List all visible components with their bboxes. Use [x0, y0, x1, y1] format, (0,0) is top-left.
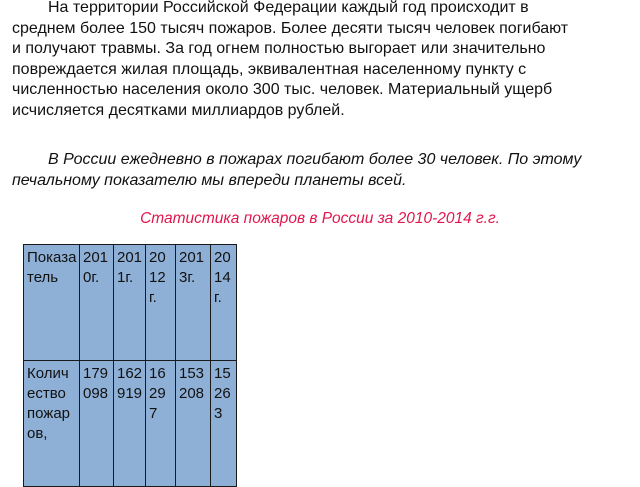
statistics-title: Статистика пожаров в России за 2010-2014 г.г. [140, 210, 500, 227]
intro-line: и получают травмы. За год огнем полностью выгорает или значительно [12, 40, 546, 57]
header-cell-text: 2013г. [179, 249, 205, 286]
cell-text: 153208 [179, 365, 205, 402]
cell-text: 179098 [83, 365, 109, 402]
intro-line: среднем более 150 тысяч пожаров. Более десяти тысяч человек погибают [12, 19, 569, 37]
intro-line: повреждается жилая площадь, эквивалентная населенному пункту с [12, 60, 527, 78]
header-cell-text: Показатель [27, 249, 77, 286]
intro-line: численностью населения около 300 тыс. человек. Материальный ущерб [12, 81, 553, 98]
table-header-row [24, 245, 237, 361]
value-cell-2010 [80, 361, 114, 487]
cell-text: 162919 [117, 365, 143, 402]
value-cell-2011 [114, 361, 146, 487]
header-cell-2011 [114, 245, 146, 361]
value-cell-2013 [176, 361, 211, 487]
value-cell-2012 [146, 361, 176, 487]
daily-line: В России ежедневно в пожарах погибают более 30 человек. По этому [48, 151, 582, 168]
row-label-cell [24, 361, 80, 487]
header-cell-2014 [211, 245, 237, 361]
header-cell-2010 [80, 245, 114, 361]
intro-paragraph [12, 0, 640, 121]
intro-line: На территории Российской Федерации каждый год происходит в [48, 0, 529, 16]
header-cell-indicator [24, 245, 80, 361]
header-cell-text: 2014г. [214, 249, 231, 306]
daily-deaths-paragraph [12, 150, 640, 191]
cell-text: 16297 [149, 365, 166, 422]
header-cell-2012 [146, 245, 176, 361]
fire-statistics-table [23, 244, 237, 487]
daily-line: печальному показателю мы впереди планеты всей. [12, 171, 407, 189]
intro-line: исчисляется десятками миллиардов рублей. [12, 101, 345, 119]
cell-text: Количество пожаров, [27, 365, 71, 442]
header-cell-text: 2011г. [117, 249, 143, 286]
cell-text: 15263 [214, 365, 231, 422]
header-cell-text: 2012г. [149, 249, 166, 306]
header-cell-2013 [176, 245, 211, 361]
value-cell-2014 [211, 361, 237, 487]
header-cell-text: 2010г. [83, 249, 109, 286]
table-row [24, 361, 237, 487]
